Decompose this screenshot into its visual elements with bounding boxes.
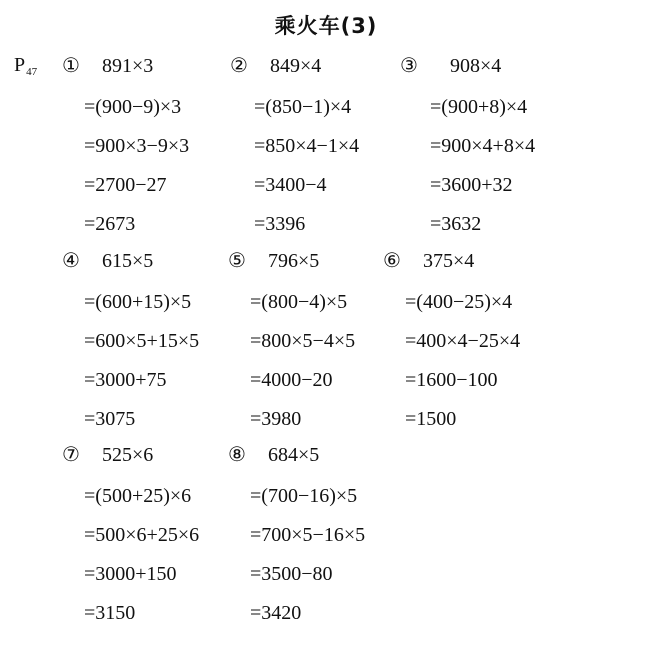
page-title: 乘火车(3) (274, 14, 378, 38)
step-4: =3396 (254, 213, 306, 235)
page-reference (14, 54, 37, 78)
problem-5 (228, 248, 355, 443)
step-1: =(700−16)×5 (250, 485, 358, 507)
problem-expression: 525×6 (102, 444, 154, 466)
step-4: =1500 (405, 408, 457, 430)
step-3: =3500−80 (250, 563, 333, 585)
problem-number: ⑤ (228, 250, 246, 272)
step-4: =3632 (430, 213, 482, 235)
step-1: =(800−4)×5 (250, 291, 348, 313)
problem-expression: 615×5 (102, 250, 154, 272)
problem-1 (62, 53, 189, 248)
step-3: =3400−4 (254, 174, 327, 196)
step-3: =1600−100 (405, 369, 498, 391)
step-1: =(900+8)×4 (430, 96, 528, 118)
problem-expression: 849×4 (270, 55, 322, 77)
problem-3 (400, 53, 535, 248)
step-2: =600×5+15×5 (84, 330, 200, 352)
problem-expression: 891×3 (102, 55, 154, 77)
problem-7 (62, 442, 199, 637)
step-2: =800×5−4×5 (250, 330, 356, 352)
step-3: =4000−20 (250, 369, 333, 391)
problem-expression: 684×5 (268, 444, 320, 466)
problem-number: ④ (62, 250, 80, 272)
problem-number: ⑧ (228, 444, 246, 466)
problem-expression: 908×4 (450, 55, 502, 77)
step-3: =3600+32 (430, 174, 513, 196)
step-1: =(600+15)×5 (84, 291, 192, 313)
step-1: =(500+25)×6 (84, 485, 192, 507)
step-1: =(900−9)×3 (84, 96, 182, 118)
step-4: =3420 (250, 602, 302, 624)
step-2: =900×3−9×3 (84, 135, 190, 157)
problem-number: ⑥ (383, 250, 401, 272)
problem-6 (383, 248, 520, 443)
step-2: =850×4−1×4 (254, 135, 360, 157)
problem-expression: 796×5 (268, 250, 320, 272)
step-4: =2673 (84, 213, 136, 235)
step-4: =3075 (84, 408, 136, 430)
step-4: =3150 (84, 602, 136, 624)
step-3: =3000+75 (84, 369, 167, 391)
step-2: =400×4−25×4 (405, 330, 521, 352)
step-3: =3000+150 (84, 563, 177, 585)
problem-number: ② (230, 55, 248, 77)
page-ref-number: 47 (26, 66, 38, 78)
step-3: =2700−27 (84, 174, 167, 196)
problem-8 (228, 442, 365, 637)
step-2: =900×4+8×4 (430, 135, 536, 157)
step-2: =700×5−16×5 (250, 524, 366, 546)
problem-number: ① (62, 55, 80, 77)
step-1: =(400−25)×4 (405, 291, 513, 313)
problem-expression: 375×4 (423, 250, 475, 272)
step-4: =3980 (250, 408, 302, 430)
problem-4 (62, 248, 199, 443)
page-ref-letter: P (14, 54, 26, 76)
problem-2 (230, 53, 359, 248)
step-1: =(850−1)×4 (254, 96, 352, 118)
step-2: =500×6+25×6 (84, 524, 200, 546)
problem-number: ⑦ (62, 444, 80, 466)
problem-number: ③ (400, 55, 418, 77)
